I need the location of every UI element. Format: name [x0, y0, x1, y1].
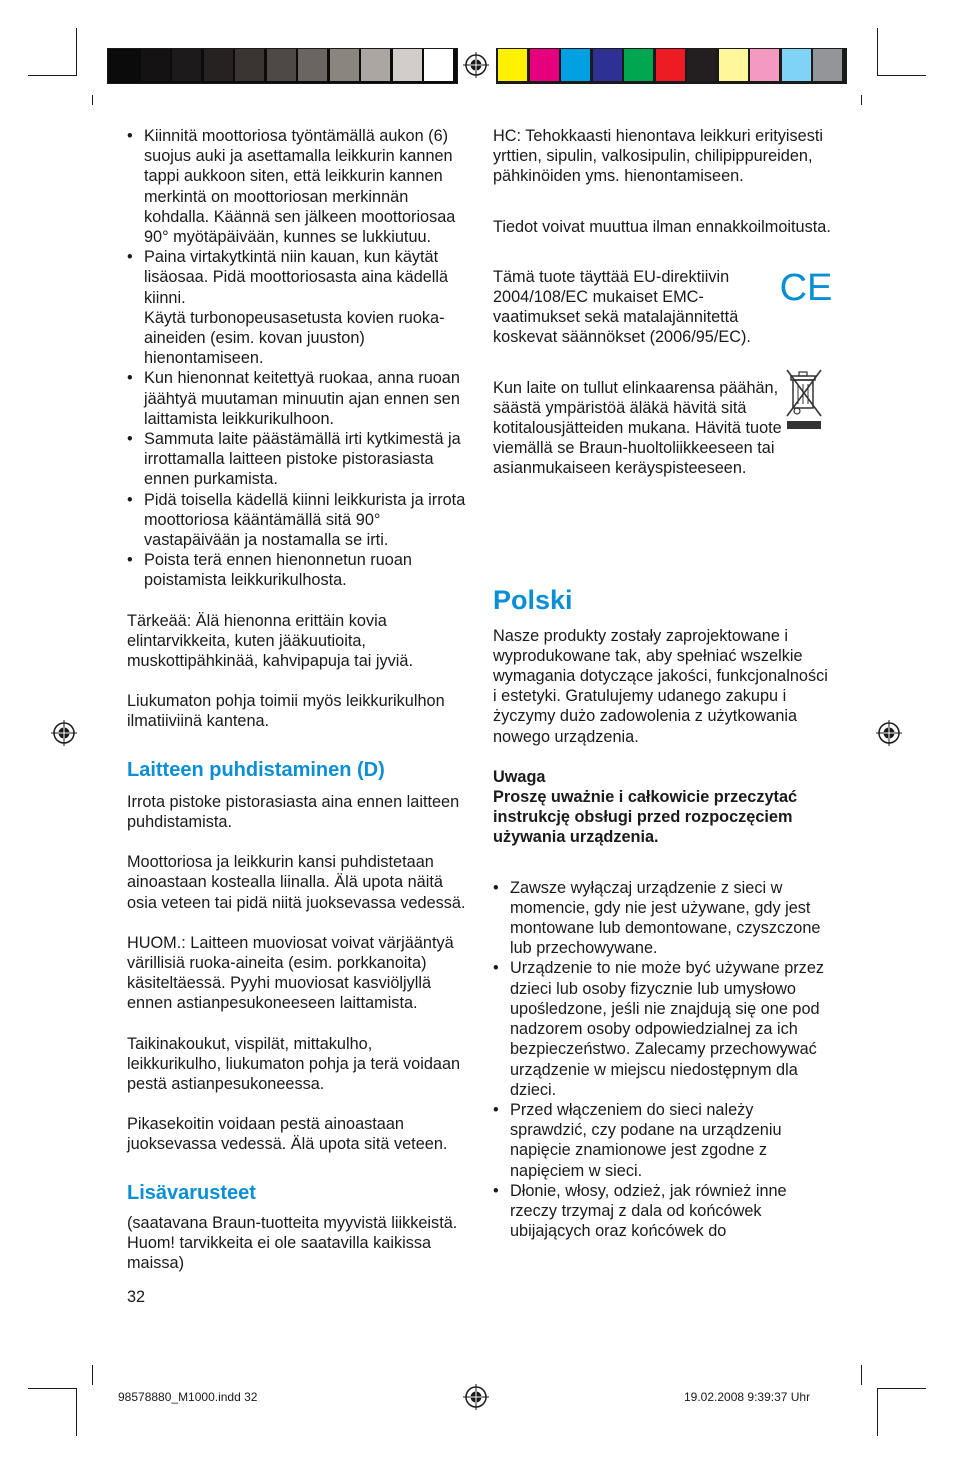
list-item: • Dłonie, włosy, odzież, jak również inne rzeczy trzymaj z dala od końcówek ubijających oraz końcówek do — [493, 1181, 787, 1241]
registration-mark-left — [51, 720, 77, 751]
eu-section — [493, 267, 833, 348]
gray-swatch — [109, 49, 138, 81]
list-item: • Sammuta laite päästämällä irti kytkimestä ja irrottamalla laitteen pistoke pistorasiasta ennen purkamista. — [127, 430, 461, 489]
list-item: • Przed włączeniem do sieci należy sprawdzić, czy podane na urządzeniu napięcie znamionowe jest zgodne z napięciem w sieci. — [493, 1100, 782, 1180]
color-swatch — [782, 49, 811, 81]
cleaning-paragraph: Moottoriosa ja leikkurin kansi puhdistetaan ainoastaan kostealla liinalla. Älä upota näitä osia veteen tai pidä niitä juoksevassa vedessä. — [127, 853, 466, 912]
gray-swatch — [330, 49, 359, 81]
gray-swatch — [235, 49, 264, 81]
crossed-bin-icon — [783, 366, 825, 437]
gray-swatch — [393, 49, 422, 81]
page-number: 32 — [127, 1288, 146, 1307]
list-item: • Poista terä ennen hienonnetun ruoan poistamista leikkurikulhosta. — [127, 551, 412, 590]
list-item: • Paina virtakytkintä niin kauan, kun käytät lisäosaa. Pidä moottoriosasta aina kädellä kiinni. Käytä turbonopeusasetusta kovien ruoka-aineiden (esim. kovan juuston) hienontamiseen. — [127, 248, 449, 368]
color-swatch — [561, 49, 590, 81]
list-item: • Pidä toisella kädellä kiinni leikkurista ja irrota moottoriosa kääntämällä sitä 90° vastapäivään ja nostamalla se irti. — [127, 490, 466, 550]
color-swatch — [624, 49, 653, 81]
list-item: • Urządzenie to nie może być używane przez dzieci lub osoby fizycznie lub umysłowo upośledzone, jeśli nie znajdują się one pod nadzorem osoby odpowiedzialnej za ich bezpieczeństwo. Zalecamy przechowywać urządzenie w miejscu niedostępnym dla dzieci. — [493, 959, 825, 1099]
assembly-instructions-list — [127, 126, 467, 591]
weee-paragraph: Kun laite on tullut elinkaarensa päähän, säästä ympäristöä äläkä hävitä sitä kotitalousjätteiden mukana. Hävitä tuote viemällä se Braun-huoltoliikkeeseen tai asianmukaiseen keräyspisteeseen. — [493, 378, 782, 478]
list-item: • Kiinnitä moottoriosa työntämällä aukon (6) suojus auki ja asettamalla leikkurin kannen tappi aukkoon siten, että leikkurin kannen merkintä on moottoriosan merkinnän kohdalla. Käännä sen jälkeen moottoriosaa 90° myötäpäivään, kunnes se lukkiutuu. — [127, 127, 456, 247]
weee-section — [493, 378, 833, 479]
gray-swatch — [204, 49, 233, 81]
important-note: Tärkeää: Älä hienonna erittäin kovia elintarvikkeita, kuten jääkuutioita, muskottipähkinää, kahvipapuja tai jyviä. — [127, 611, 413, 671]
eu-paragraph: Tämä tuote täyttää EU-direktiivin 2004/108/EC mukaiset EMC-vaatimukset sekä matalajännitettä koskevat säännökset (2006/95/EC). — [493, 267, 751, 347]
color-swatch — [719, 49, 748, 81]
polish-intro: Nasze produkty zostały zaprojektowane i wyprodukowane tak, aby spełniać wszelkie wymagania dotyczące jakości, funkcjonalności i estetyki. Gratulujemy udanego zakupu i życzymy dużo zadowolenia z użytkowania nowego urządzenia. — [493, 626, 828, 746]
notice-paragraph: Tiedot voivat muuttua ilman ennakkoilmoitusta. — [493, 217, 831, 236]
gray-swatch — [361, 49, 390, 81]
list-item: • Kun hienonnat keitettyä ruokaa, anna ruoan jäähtyä muutaman minuutin ajan ennen sen laittamista leikkurikulhoon. — [127, 369, 460, 428]
gray-swatch — [298, 49, 327, 81]
nonslip-note: Liukumaton pohja toimii myös leikkurikulhon ilmatiiviinä kantena. — [127, 692, 445, 731]
footer-timestamp: 19.02.2008 9:39:37 Uhr — [684, 1390, 811, 1404]
accessories-text: (saatavana Braun-tuotteita myyvistä liikkeistä. Huom! tarvikkeita ei ole saatavilla kaikissa maissa) — [127, 1213, 458, 1272]
warning-title: Uwaga — [493, 767, 546, 786]
color-swatch — [656, 49, 685, 81]
gray-swatch — [172, 49, 201, 81]
gray-swatch — [424, 49, 453, 81]
color-swatch — [593, 49, 622, 81]
color-swatch — [530, 49, 559, 81]
footer-file-name: 98578880_M1000.indd 32 — [118, 1390, 258, 1404]
left-column — [127, 126, 467, 1307]
registration-mark-top — [463, 52, 489, 83]
color-swatch — [750, 49, 779, 81]
list-item: • Zawsze wyłączaj urządzenie z sieci w momencie, gdy nie jest używane, gdy jest montowane lub demontowane, czyszczone lub przechowywane. — [493, 878, 821, 958]
hc-paragraph: HC: Tehokkaasti hienontava leikkuri erityisesti yrttien, sipulin, valkosipulin, chilipippureiden, pähkinöiden yms. hienontamiseen. — [493, 127, 823, 186]
cleaning-paragraph: HUOM.: Laitteen muoviosat voivat värjääntyä värillisiä ruoka-aineita (esim. porkkanoita) käsiteltäessä. Pyyhi muoviosat kasviöljyllä ennen astianpesukoneeseen laittamista. — [127, 933, 454, 1013]
color-swatch — [687, 49, 716, 81]
ce-mark-icon — [779, 263, 833, 314]
polish-heading: Polski — [493, 584, 573, 615]
svg-text:CE: CE — [779, 266, 833, 309]
cleaning-paragraph: Irrota pistoke pistorasiasta aina ennen laitteen puhdistamista. — [127, 792, 460, 831]
cleaning-heading: Laitteen puhdistaminen (D) — [127, 758, 385, 781]
safety-list — [493, 878, 833, 1242]
gray-swatch — [267, 49, 296, 81]
cleaning-paragraph: Pikasekoitin voidaan pestä ainoastaan juoksevassa vedessä. Älä upota sitä veteen. — [127, 1115, 448, 1154]
registration-mark-bottom — [463, 1384, 489, 1415]
accessories-heading: Lisävarusteet — [127, 1181, 256, 1204]
color-swatch — [498, 49, 527, 81]
gray-swatch — [141, 49, 170, 81]
warning-text: Proszę uważnie i całkowicie przeczytać instrukcję obsługi przed rozpoczęciem używania urządzenia. — [493, 788, 798, 847]
color-swatch — [813, 49, 842, 81]
right-column — [493, 126, 833, 1241]
registration-mark-right — [876, 720, 902, 751]
cleaning-paragraph: Taikinakoukut, vispilät, mittakulho, leikkurikulho, liukumaton pohja ja terä voidaan pestä astianpesukoneessa. — [127, 1034, 461, 1093]
